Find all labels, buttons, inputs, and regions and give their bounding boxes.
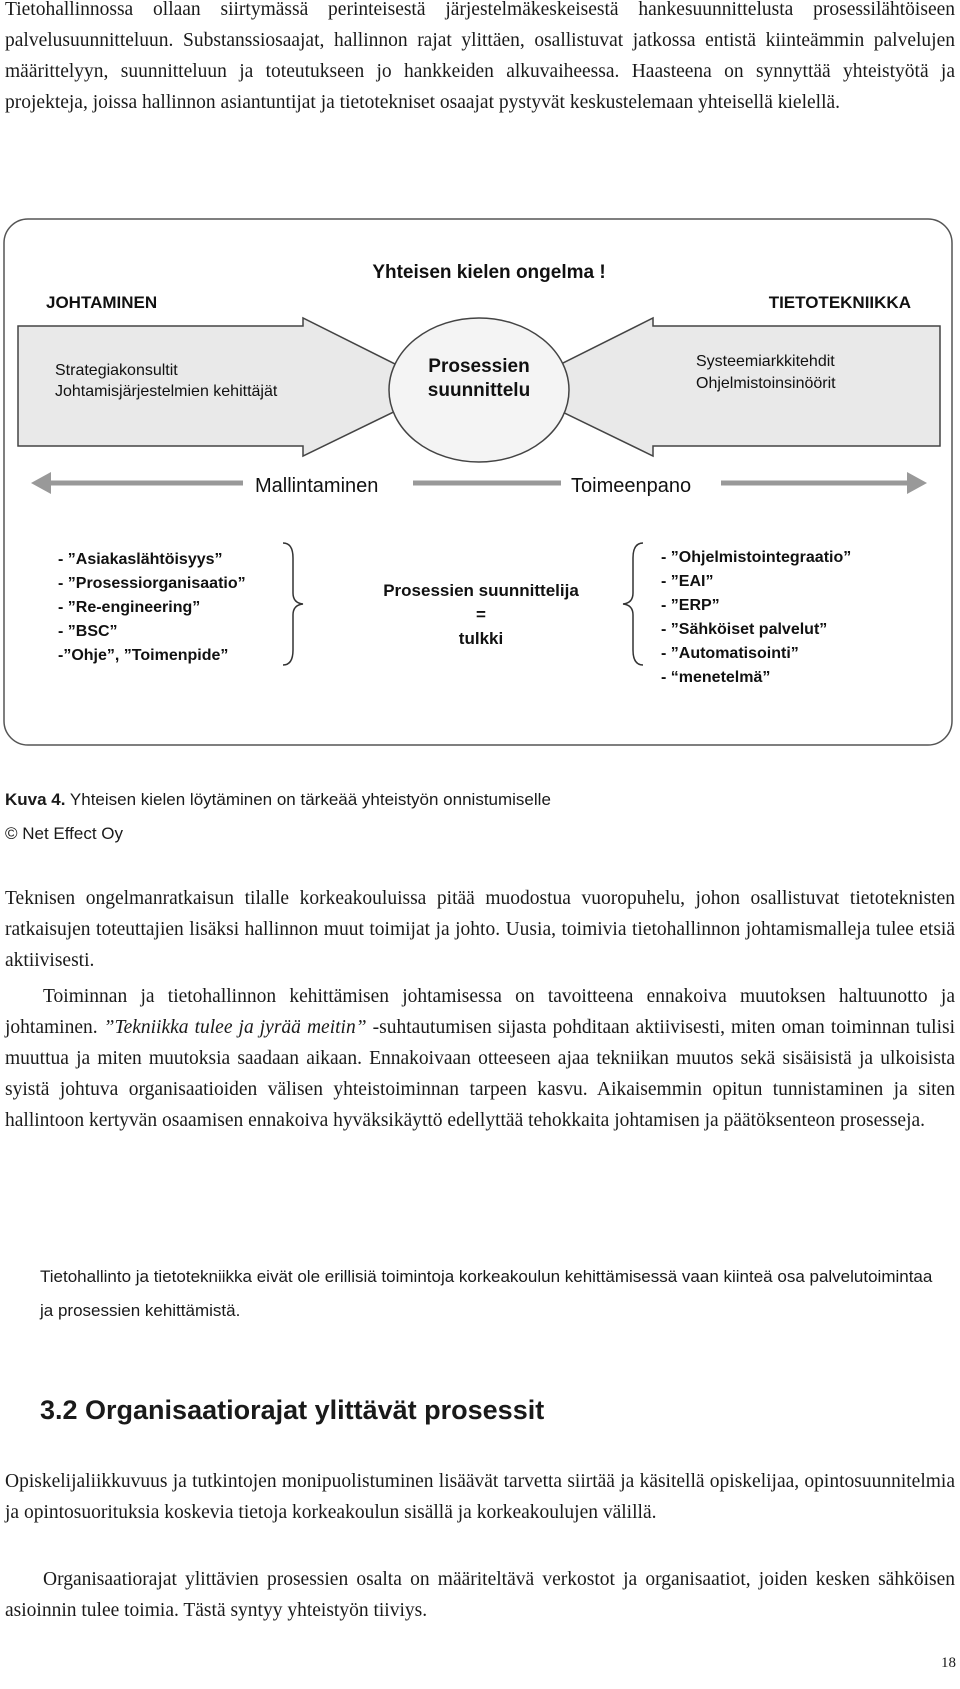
left-list-item: - ”Asiakaslähtöisyys” xyxy=(58,551,223,568)
right-role-1: Systeemiarkkitehdit xyxy=(696,353,835,370)
center-line-1: Prosessien xyxy=(428,356,530,377)
axis-label-left: Mallintaminen xyxy=(255,475,379,497)
toiminnan-text-start: Toiminnan ja tietohallinnon kehittämisen johtamisessa on tavoitteena ennakoiva muutoksen haltuunotto ja johtaminen. xyxy=(5,986,955,1038)
right-list-item: - ”EAI” xyxy=(661,573,714,590)
middle-line-1: Prosessien suunnittelija xyxy=(383,581,579,600)
right-role-2: Ohjelmistoinsinöörit xyxy=(696,375,836,392)
left-list-item: -”Ohje”, ”Toimenpide” xyxy=(58,647,229,664)
organisaatio-paragraph: Organisaatiorajat ylittävien prosessien osalta on määriteltävä verkostot ja organisaatiot, joiden kesken sähköisen asioinnin tulee toimia. Tästä syntyy yhteistyön tiiviys. xyxy=(5,1569,955,1621)
page-number: 18 xyxy=(941,1655,956,1671)
right-list-item: - ”Ohjelmistointegraatio” xyxy=(661,549,852,566)
left-role-1: Strategiakonsultit xyxy=(55,362,178,379)
left-list-item: - ”Re-engineering” xyxy=(58,599,201,616)
left-list-item: - ”Prosessiorganisaatio” xyxy=(58,575,246,592)
figure-caption xyxy=(5,790,551,810)
section-heading: 3.2 Organisaatiorajat ylittävät prosessit xyxy=(40,1395,545,1425)
left-heading: JOHTAMINEN xyxy=(46,293,158,312)
right-list-item: - ”Automatisointi” xyxy=(661,645,799,662)
middle-line-3: tulkki xyxy=(458,629,504,648)
toiminnan-paragraph xyxy=(5,981,955,1136)
left-role-2: Johtamisjärjestelmien kehittäjät xyxy=(55,383,278,400)
toiminnan-quote: ”Tekniikka tulee ja jyrää meitin” xyxy=(103,1017,367,1038)
right-list-item: - ”ERP” xyxy=(661,597,720,614)
left-list-item: - ”BSC” xyxy=(58,623,118,640)
caption-label: Kuva 4. xyxy=(5,790,66,809)
opiskelija-paragraph: Opiskelijaliikkuvuus ja tutkintojen monipuolistuminen lisäävät tarvetta siirtää ja käsitellä opiskelijaa, opintosuunnitelmia ja opintosuorituksia koskevia tietoja korkeakoulun sisällä ja korkeakoulujen välillä. xyxy=(5,1471,955,1523)
right-heading: TIETOTEKNIIKKA xyxy=(768,293,911,312)
pull-quote: Tietohallinto ja tietotekniikka eivät ole erillisiä toimintoja korkeakoulun kehittämisessä vaan kiinteä osa palvelutoimintaa ja prosessien kehittämistä. xyxy=(40,1267,933,1320)
toiminnan-text-end: -suhtautumisen sijasta pohditaan aktiivisesti, miten oman toiminnan tulisi muuttua ja miten muutoksia saadaan aikaan. Ennakoivaan otteeseen ajaa tekniikan muutos sekä sisäisistä ja ulkoisista syistä johtuva organisaatioiden välisen yhteistoiminnan tarpeen kasvu. Aikaisemmin opitun tunnistaminen ja siten hallintoon kertyvän osaamisen ennakoiva hyväksikäyttö edellyttää tehokkaita johtamisen ja päätöksenteon prosesseja. xyxy=(5,1017,956,1131)
middle-line-2: = xyxy=(476,605,486,624)
caption-text: Yhteisen kielen löytäminen on tärkeää yhteistyön onnistumiselle xyxy=(65,790,551,809)
intro-paragraph: Tietohallinnossa ollaan siirtymässä perinteisestä järjestelmäkeskeisestä hankesuunnittelusta prosessilähtöiseen palvelusuunnitteluun. Substanssiosaajat, hallinnon rajat ylittäen, osallistuvat jatkossa entistä kiinteämmin palvelujen määrittelyyn, suunnitteluun ja toteutukseen jo hankkeiden alkuvaiheessa. Haasteena on synnyttää yhteistyötä ja projekteja, joissa hallinnon asiantuntijat ja tietotekniset osaajat pystyvät keskustelemaan yhteisellä kielellä. xyxy=(5,0,955,113)
teknisen-paragraph: Teknisen ongelmanratkaisun tilalle korkeakouluissa pitää muodostua vuoropuhelu, johon osallistuvat tietoteknisten ratkaisujen toteuttajien lisäksi hallinnon muut toimijat ja johto. Uusia, toimivia tietohallinnon johtamismalleja tulee etsiä aktiivisesti. xyxy=(5,888,955,971)
figure-copyright: © Net Effect Oy xyxy=(5,824,124,843)
axis-label-right: Toimeenpano xyxy=(571,475,692,497)
center-line-2: suunnittelu xyxy=(427,380,531,401)
figure-common-language xyxy=(3,218,955,748)
right-list-item: - “menetelmä” xyxy=(661,669,771,686)
figure-title: Yhteisen kielen ongelma ! xyxy=(372,262,606,283)
right-list-item: - ”Sähköiset palvelut” xyxy=(661,621,828,638)
